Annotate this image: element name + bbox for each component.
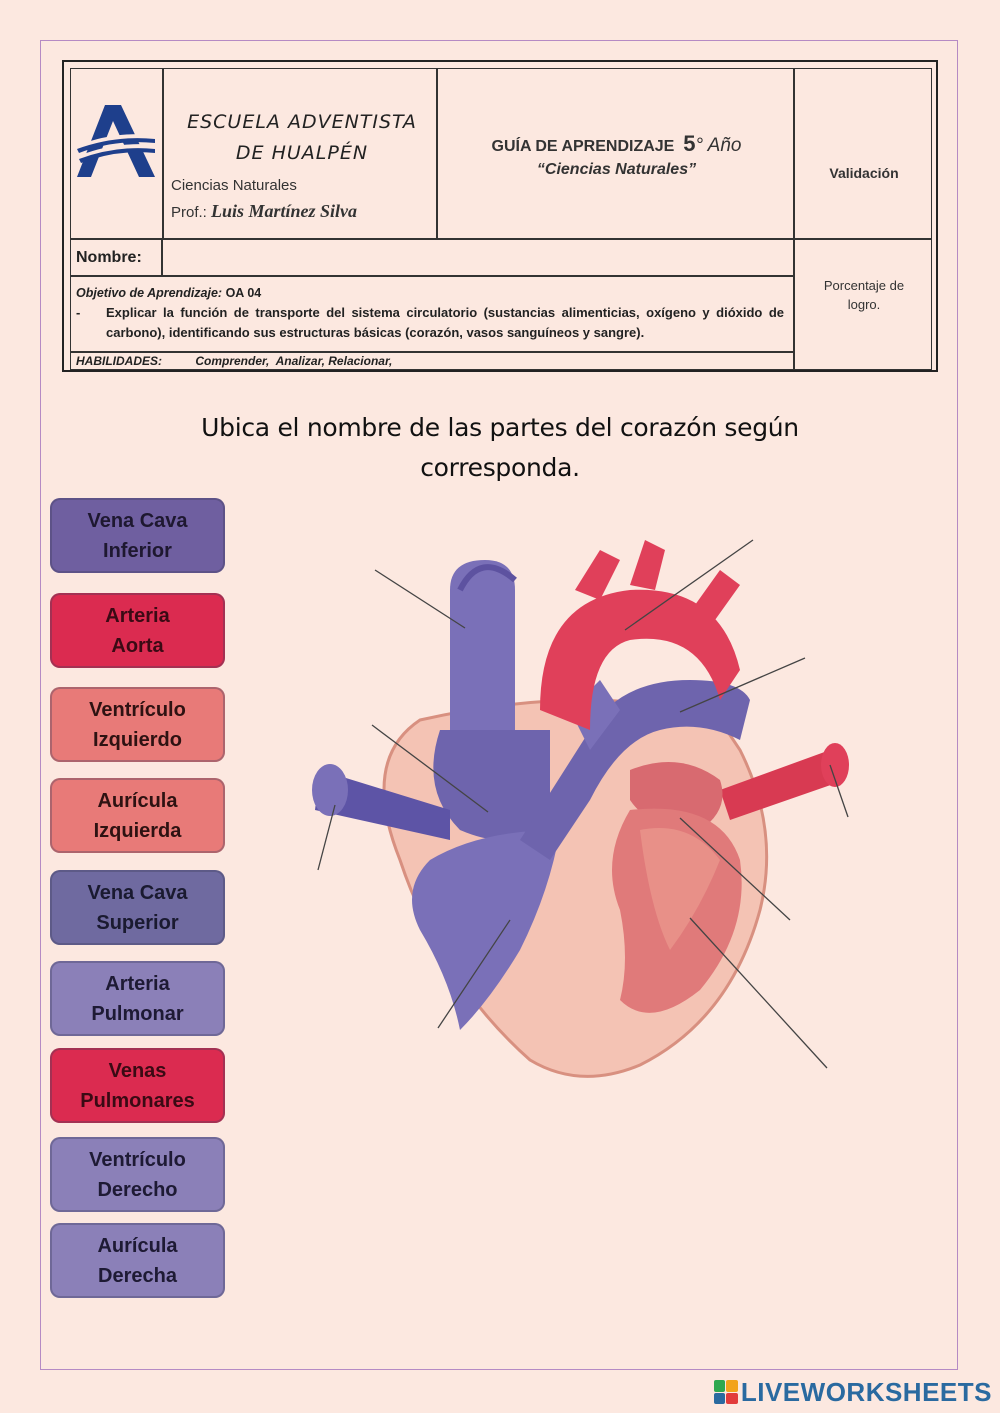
label-line: Izquierda (93, 819, 182, 842)
objective-title: Objetivo de Aprendizaje: OA 04 (76, 286, 262, 300)
label-card[interactable] (50, 593, 225, 668)
validation-cell (794, 68, 932, 239)
worksheet-header (62, 60, 938, 372)
label-line: Vena Cava (87, 509, 188, 532)
subject: Ciencias Naturales (171, 177, 297, 194)
label-line: Ventrículo (89, 698, 186, 721)
name-label: Nombre: (76, 249, 142, 266)
label-line: Arteria (105, 972, 170, 995)
label-line: Inferior (103, 539, 172, 562)
school-name: ESCUELA ADVENTISTA DE HUALPÉN (187, 111, 417, 164)
guide-title: GUÍA DE APRENDIZAJE 5° Año (491, 131, 742, 156)
label-line: Venas (108, 1059, 167, 1082)
instruction: Ubica el nombre de las partes del corazón según corresponda. (201, 413, 799, 482)
liveworksheets-brand[interactable] (714, 1377, 992, 1407)
label-card[interactable] (50, 778, 225, 853)
liveworksheets-logo-icon (714, 1380, 738, 1404)
brand-name: LIVEWORKSHEETS (740, 1376, 992, 1407)
label-line: Aorta (111, 634, 164, 657)
label-line: Pulmonar (91, 1002, 184, 1025)
label-line: Pulmonares (80, 1089, 195, 1112)
label-card[interactable] (50, 1223, 225, 1298)
percentage-label: Porcentaje de logro. (823, 278, 905, 312)
skills: HABILIDADES: Comprender, Analizar, Relacionar, (76, 354, 393, 368)
skills-cell (70, 352, 794, 370)
label-line: Aurícula (97, 1234, 178, 1257)
label-card[interactable] (50, 498, 225, 573)
objective-text: - Explicar la función de transporte del sistema circulatorio (sustancias alimenticias, oxígeno y dióxido de carbono), identificando sus estructuras básicas (corazón, vasos sanguíneos y sangre). (76, 305, 784, 340)
percentage-cell (794, 239, 932, 370)
label-line: Derecha (98, 1264, 177, 1287)
name-field[interactable] (162, 239, 794, 276)
name-label-cell (70, 239, 162, 276)
logo-cell (70, 68, 163, 239)
guide-cell (437, 68, 794, 239)
label-line: Superior (96, 911, 179, 934)
label-card[interactable] (50, 1048, 225, 1123)
label-card[interactable] (50, 961, 225, 1036)
label-line: Izquierdo (93, 728, 182, 751)
label-line: Vena Cava (87, 881, 188, 904)
school-cell (163, 68, 437, 239)
heart-diagram (300, 530, 880, 1110)
validation-label: Validación (829, 165, 899, 181)
objective-cell (70, 276, 794, 352)
label-card[interactable] (50, 1137, 225, 1212)
label-line: Aurícula (97, 789, 178, 812)
label-card[interactable] (50, 870, 225, 945)
guide-subtitle: “Ciencias Naturales” (536, 161, 697, 178)
label-line: Ventrículo (89, 1148, 186, 1171)
label-line: Arteria (105, 604, 170, 627)
school-logo-icon (75, 101, 159, 181)
teacher: Prof.: Luis Martínez Silva (171, 201, 358, 221)
label-line: Derecho (97, 1178, 178, 1201)
label-card[interactable] (50, 687, 225, 762)
